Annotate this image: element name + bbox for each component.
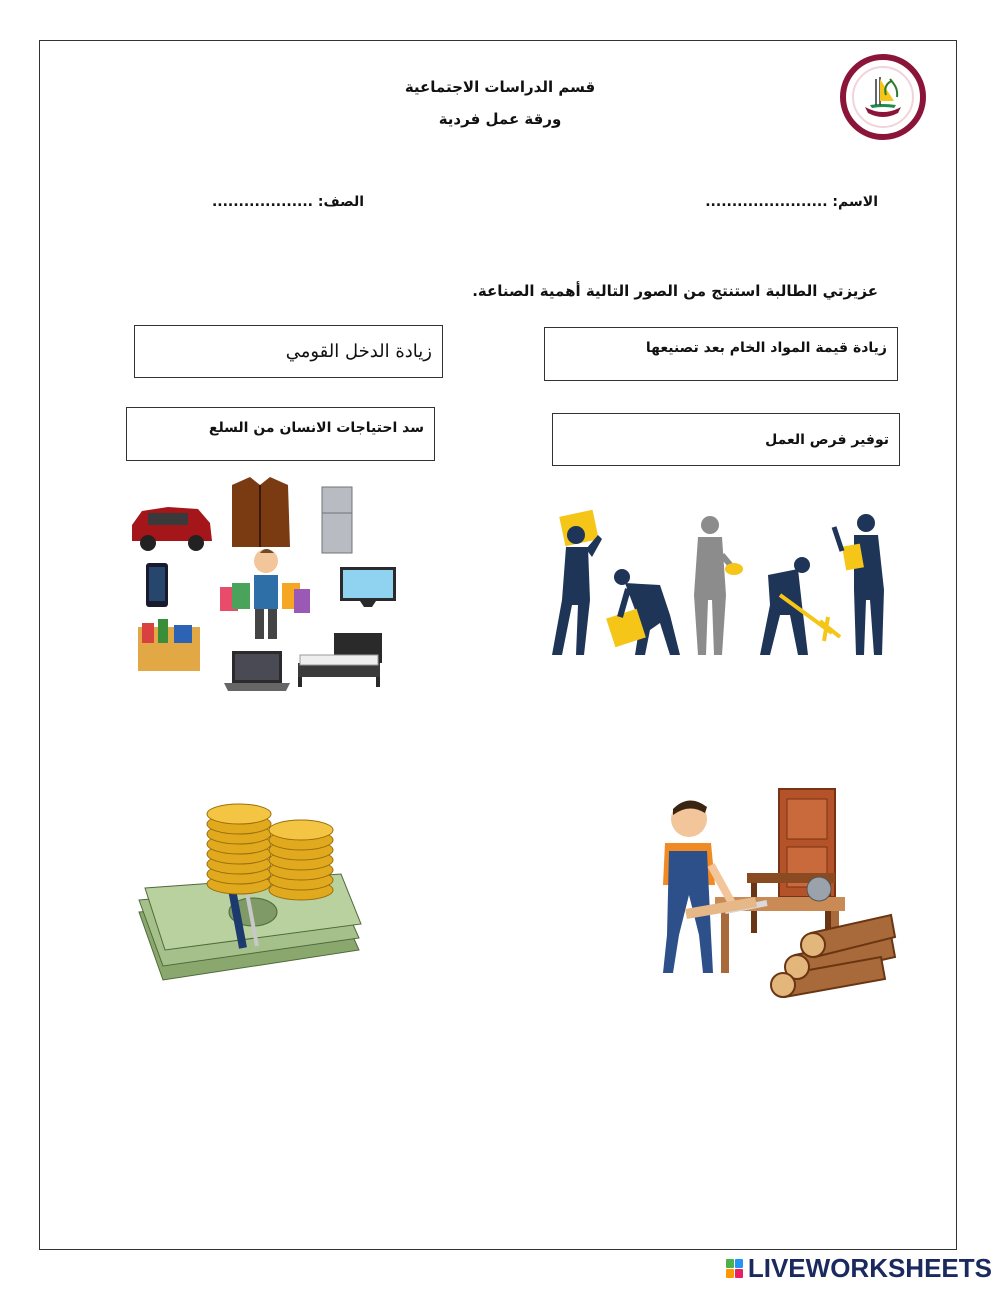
answer-box-national-income[interactable] bbox=[134, 325, 443, 378]
name-field[interactable]: الاسم: ....................... bbox=[705, 194, 878, 210]
department-title: قسم الدراسات الاجتماعية bbox=[404, 78, 596, 96]
liveworksheets-logo bbox=[726, 1253, 992, 1284]
brand-name: LIVEWORKSHEETS bbox=[747, 1253, 992, 1283]
carpenter-woodworking-image[interactable] bbox=[655, 785, 900, 1000]
answer-text: سد احتياجات الانسان من السلع bbox=[208, 420, 424, 436]
answer-box-human-needs[interactable] bbox=[126, 407, 435, 461]
coins-and-banknotes-image[interactable] bbox=[135, 800, 365, 985]
answer-box-raw-materials[interactable] bbox=[544, 327, 898, 381]
worksheet-type: ورقة عمل فردية bbox=[438, 110, 562, 128]
answer-box-job-opportunities[interactable] bbox=[552, 413, 900, 466]
instruction-text: عزيزتي الطالبة استنتج من الصور التالية أهمية الصناعة. bbox=[472, 282, 878, 300]
consumer-goods-collage-image[interactable] bbox=[128, 475, 403, 700]
workers-silhouettes-image[interactable] bbox=[540, 505, 895, 665]
answer-text: توفير فرص العمل bbox=[765, 431, 889, 448]
qatar-emblem-icon bbox=[840, 55, 926, 139]
answer-text: زيادة قيمة المواد الخام بعد تصنيعها bbox=[645, 340, 887, 356]
answer-text: زيادة الدخل القومي bbox=[285, 341, 432, 362]
liveworksheets-logo-icon bbox=[726, 1259, 743, 1278]
class-field[interactable]: الصف: ................... bbox=[211, 194, 364, 210]
